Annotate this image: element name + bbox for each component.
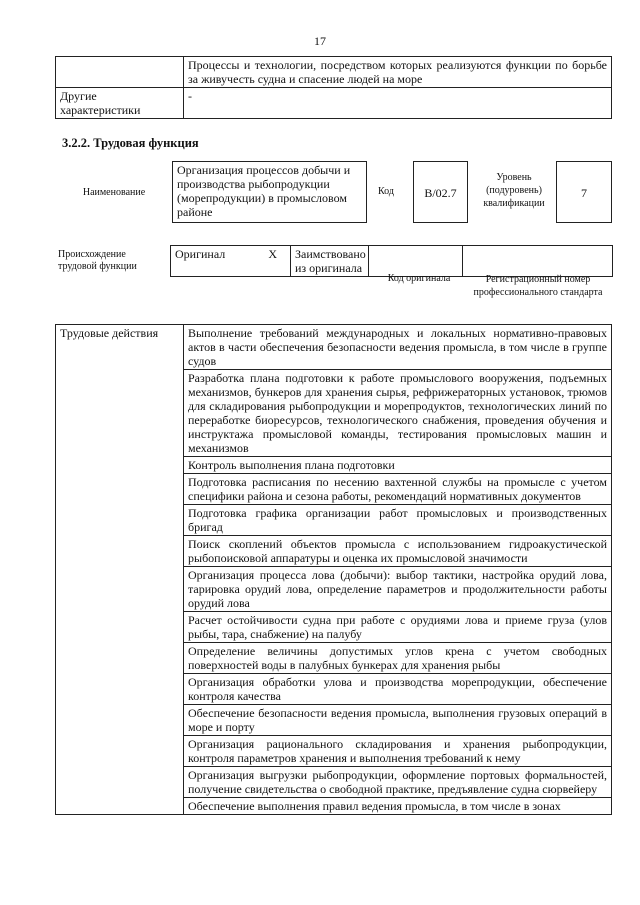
original-mark: X <box>256 246 291 277</box>
labor-action-item: Контроль выполнения плана подготовки <box>184 457 612 474</box>
function-name: Организация процессов добычи и производства рыбопродукции (морепродукции) в промысловом районе <box>172 161 367 223</box>
labor-action-item: Организация процесса лова (добычи): выбор тактики, настройка орудий лова, тарировка орудий лова, определение параметров и продолжительности работы орудий лова <box>184 567 612 612</box>
labor-action-item: Организация рационального складирования и хранения рыбопродукции, контроля параметров хранения и выполнения требований к нему <box>184 736 612 767</box>
labor-action-item: Разработка плана подготовки к работе промыслового вооружения, подъемных механизмов, бункеров для хранения сырья, рефрижераторных установок, трюмов для складирования рыбопродукции и морепродуктов, технологических линий по переработке биоресурсов, технологического снабжения, проведения обучения и инструктажа промысловой команды, тестирования промысловых машин и механизмов <box>184 370 612 457</box>
labor-actions-label: Трудовые действия <box>56 325 184 815</box>
row-label: Другие характеристики <box>56 88 184 119</box>
section-heading: 3.2.2. Трудовая функция <box>62 136 199 150</box>
reg-number-cell <box>463 246 613 277</box>
table-row <box>56 325 612 370</box>
labor-actions-table <box>55 324 612 815</box>
labor-action-item: Определение величины допустимых углов крена с учетом свободных поверхностей воды в палубных бункерах для хранения рыбы <box>184 643 612 674</box>
table-row <box>171 246 613 277</box>
labor-action-item: Подготовка графика организации работ промысловых и производственных бригад <box>184 505 612 536</box>
original-label: Оригинал <box>171 246 256 277</box>
labor-action-item: Обеспечение выполнения правил ведения промысла, в том числе в зонах <box>184 798 612 815</box>
table-row <box>56 88 612 119</box>
labor-action-item: Организация выгрузки рыбопродукции, оформление портовых формальностей, получение свидетельства о свободной практике, предъявление судна сюрвейеру <box>184 767 612 798</box>
code-original-cell <box>369 246 463 277</box>
code-original-label: Код оригинала <box>387 273 451 284</box>
labor-action-item: Поиск скоплений объектов промысла с использованием гидроакустической рыбопоисковой аппаратуры и оценка их промысловой значимости <box>184 536 612 567</box>
row-value: - <box>184 88 612 119</box>
labor-action-item: Подготовка расписания по несению вахтенной службы на промысле с учетом специфики района и сезона работы, рекомендаций нормативных документов <box>184 474 612 505</box>
row-value: Процессы и технологии, посредством которых реализуются функции по борьбе за живучесть судна и спасение людей на море <box>184 57 612 88</box>
page-number: 17 <box>314 34 326 48</box>
code-label: Код <box>378 186 394 197</box>
name-label: Наименование <box>82 187 146 198</box>
row-label <box>56 57 184 88</box>
labor-action-item: Обеспечение безопасности ведения промысла, выполнения грузовых операций в море и порту <box>184 705 612 736</box>
labor-action-item: Расчет остойчивости судна при работе с орудиями лова и приеме груза (улов рыбы, тара, снабжение) на палубу <box>184 612 612 643</box>
borrowed-label: Заимствовано из оригинала <box>291 246 369 277</box>
origin-label <box>58 249 163 273</box>
labor-action-item: Организация обработки улова и производства морепродукции, обеспечение контроля качества <box>184 674 612 705</box>
qualification-level: 7 <box>556 161 612 223</box>
table-row <box>56 57 612 88</box>
labor-action-item: Выполнение требований международных и локальных нормативно-правовых актов в части обеспечения безопасности ведения промысла, в том числе в группе судов <box>184 325 612 370</box>
reg-number-label: Регистрационный номер профессионального стандарта <box>473 274 603 298</box>
characteristics-table <box>55 56 612 119</box>
level-label: Уровень (подуровень) квалификации <box>483 172 545 209</box>
origin-label-text: Происхождение трудовой функции <box>58 249 137 272</box>
function-code: B/02.7 <box>413 161 468 223</box>
